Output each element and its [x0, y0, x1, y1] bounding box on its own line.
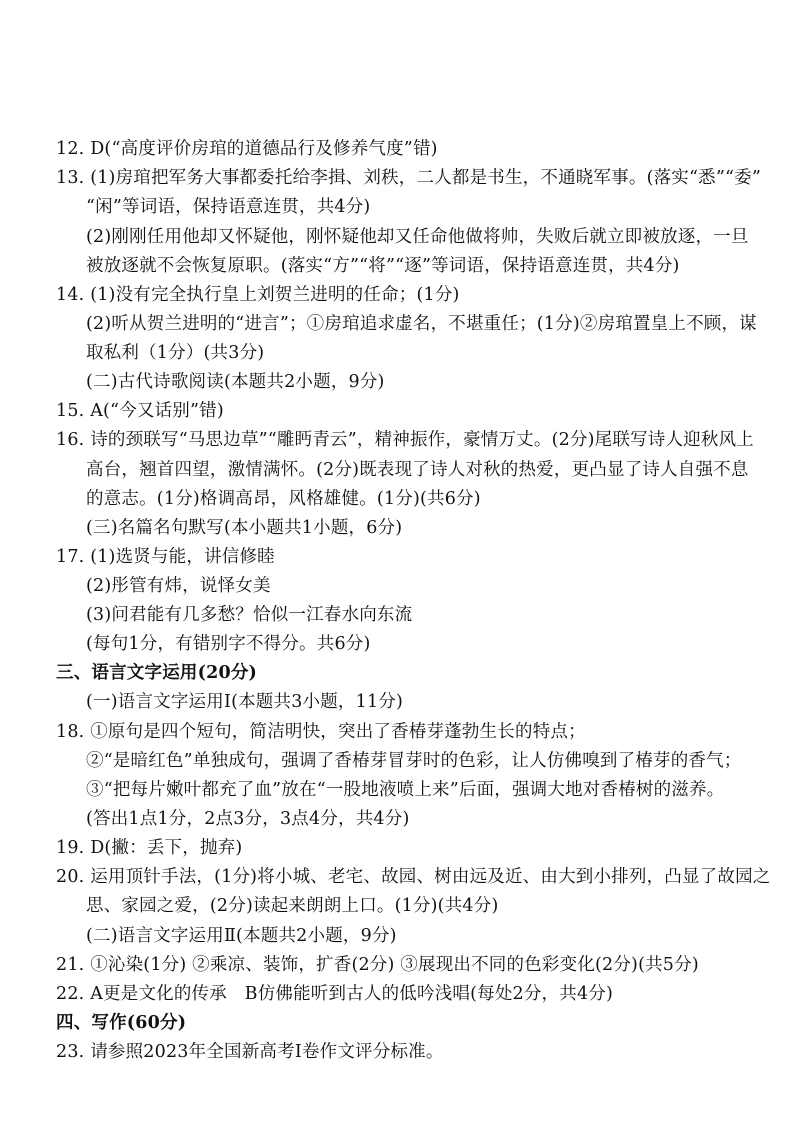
- answer-17-scoring: (每句1分，有错别字不得分。共6分): [86, 634, 371, 654]
- answer-12: 12. D(“高度评价房琯的道德品行及修养气度”错): [56, 139, 438, 159]
- answer-18-scoring: (答出1点1分，2点3分，3点4分，共4分): [86, 809, 410, 829]
- answer-13-part1-line1: 13. (1)房琯把军务大事都委托给李揖、刘秩，二人都是书生，不通晓军事。(落实“悉”“委”: [56, 168, 761, 188]
- answer-14-part2-line2: 取私利（1分）(共3分): [86, 343, 265, 363]
- subsection-heading-language-use-2: (二)语言文字运用Ⅱ(本题共2小题，9分): [86, 926, 397, 946]
- answer-13-part1-line2: “闲”等词语，保持语意连贯，共4分): [86, 197, 371, 217]
- section-heading-poetry: (二)古代诗歌阅读(本题共2小题，9分): [86, 372, 385, 392]
- answer-21: 21. ①沁染(1分) ②乘凉、装饰，扩香(2分) ③展现出不同的色彩变化(2分)(共5分): [56, 955, 699, 975]
- answer-17-part2: (2)彤管有炜，说怿女美: [86, 576, 271, 596]
- answer-17-part3: (3)问君能有几多愁？恰似一江春水向东流: [86, 605, 413, 625]
- answer-16-line2: 高台，翘首四望，激情满怀。(2分)既表现了诗人对秋的热爱，更凸显了诗人自强不息: [86, 460, 749, 480]
- answer-20-line2: 思、家园之爱，(2分)读起来朗朗上口。(1分)(共4分): [86, 896, 499, 916]
- subsection-heading-language-use-1: (一)语言文字运用Ⅰ(本题共3小题，11分): [86, 692, 404, 712]
- answer-18-point2: ②“是暗红色”单独成句，强调了香椿芽冒芽时的色彩，让人仿佛嗅到了椿芽的香气；: [86, 751, 742, 771]
- answer-23: 23. 请参照2023年全国新高考Ⅰ卷作文评分标准。: [56, 1042, 444, 1062]
- section-heading-dictation: (三)名篇名句默写(本小题共1小题，6分): [86, 518, 403, 538]
- answer-14-part2-line1: (2)听从贺兰进明的“进言”；①房琯追求虚名，不堪重任；(1分)②房琯置皇上不顾，谋: [86, 314, 757, 334]
- answer-19: 19. D(撇：丢下，抛弃): [56, 838, 243, 858]
- answer-15: 15. A(“今又话别”错): [56, 401, 224, 421]
- answer-17-part1: 17. (1)选贤与能，讲信修睦: [56, 547, 275, 567]
- section-heading-language-use: 三、语言文字运用(20分): [56, 663, 258, 683]
- section-heading-writing: 四、写作(60分): [56, 1013, 187, 1033]
- answer-13-part2-line1: (2)刚刚任用他却又怀疑他，刚怀疑他却又任命他做将帅，失败后就立即被放逐，一旦: [86, 227, 749, 247]
- answer-14-part1: 14. (1)没有完全执行皇上刘贺兰进明的任命；(1分): [56, 285, 460, 305]
- answer-16-line1: 16. 诗的颈联写“马思边草”“雕眄青云”，精神振作，豪情万丈。(2分)尾联写诗人迎秋风上: [56, 430, 754, 450]
- answer-22: 22. A更是文化的传承 B仿佛能听到古人的低吟浅唱(每处2分，共4分): [56, 984, 614, 1004]
- answer-16-line3: 的意志。(1分)格调高昂，风格雄健。(1分)(共6分): [86, 489, 481, 509]
- answer-13-part2-line2: 被放逐就不会恢复原职。(落实“方”“将”“逐”等词语，保持语意连贯，共4分): [86, 256, 680, 276]
- answer-20-line1: 20. 运用顶针手法，(1分)将小城、老宅、故园、树由远及近、由大到小排列，凸显了故园之: [56, 867, 771, 887]
- answer-18-point1: 18. ①原句是四个短句，简洁明快，突出了香椿芽蓬勃生长的特点；: [56, 722, 586, 742]
- answer-18-point3: ③“把每片嫩叶都充了血”放在“一股地液喷上来”后面，强调大地对香椿树的滋养。: [86, 780, 725, 800]
